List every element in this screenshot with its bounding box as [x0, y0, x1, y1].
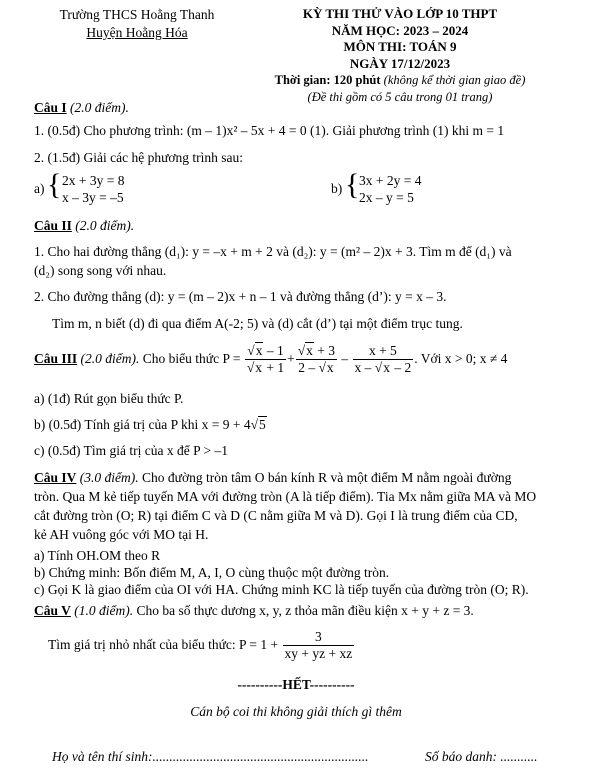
school-header — [52, 6, 222, 42]
end-marker: ----------HẾT---------- — [237, 677, 355, 692]
q1-b-eq1: 3x + 2y = 4 — [359, 173, 422, 188]
q4-part-b: b) Chứng minh: Bốn điểm M, A, I, O cùng thuộc một đường tròn. — [34, 565, 390, 580]
q3-heading: Câu III (2.0 điểm). Cho biểu thức P = $\frac{√x - 1}{√x + 1}$ + $\frac{√x + 3}{2 - √x}$ – $\frac{x + 5}{x - √x - 2}$ . Với x > 0; x ≠ 4 — [34, 343, 508, 376]
q3-part-a: a) (1đ) Rút gọn biểu thức P. — [34, 391, 184, 406]
q1-a-label: a) — [34, 181, 45, 196]
q1-b-brace: { — [345, 168, 360, 201]
exam-title: KỲ THI THỬ VÀO LỚP 10 THPT — [302, 6, 498, 21]
q2-heading: Câu II (2.0 điểm). — [34, 218, 135, 233]
district-name: Huyện Hoằng Hóa — [86, 25, 188, 40]
exam-header — [255, 6, 545, 105]
q1-b-eq2: 2x – y = 5 — [359, 190, 414, 205]
proctor-note: Cán bộ coi thi không giải thích gì thêm — [190, 704, 402, 719]
q2-part3: Tìm m, n biết (d) đi qua điểm A(-2; 5) và (d) cắt (d’) tại một điểm trục tung. — [52, 316, 463, 331]
q1-part2: 2. (1.5đ) Giải các hệ phương trình sau: — [34, 150, 244, 165]
school-year: NĂM HỌC: 2023 – 2024 — [331, 22, 469, 38]
q3-part-b: b) (0.5đ) Tính giá trị của P khi x = 9 + 4√5 — [34, 417, 266, 432]
q1-a-eq2: x – 3y = –5 — [62, 190, 124, 205]
q4-part-a: a) Tính OH.OM theo R — [34, 548, 161, 563]
q3-part-c: c) (0.5đ) Tìm giá trị của x để P > –1 — [34, 443, 228, 458]
q3-fraction-2: $\frac{√x + 3}{2 - √x}$ — [297, 343, 336, 376]
q4-line1: Câu IV (3.0 điểm). Cho đường tròn tâm O bán kính R và một điểm M nằm ngoài đường — [34, 470, 512, 485]
q4-line2: tròn. Qua M kẻ tiếp tuyến MA với đường tròn (A là tiếp điểm). Tia Mx nằm giữa MA và MO — [34, 489, 537, 504]
q2-part2: 2. Cho đường thẳng (d): y = (m – 2)x + n – 1 và đường thẳng (d’): y = x – 3. — [34, 289, 447, 304]
q2-part1-line1: 1. Cho hai đường thẳng (d₁): y = –x + m + 2 và (d₂): y = (m² – 2)x + 3. Tìm m để (d₁) và — [34, 244, 512, 259]
exam-time: Thời gian: 120 phút (không kể thời gian giao đề) — [274, 73, 526, 87]
q1-heading: Câu I (2.0 điểm). — [34, 100, 129, 115]
q4-part-c: c) Gọi K là giao điểm của OI với HA. Chứng minh KC là tiếp tuyến của đường tròn (O; R). — [34, 582, 529, 597]
q3-fraction-3: $\frac{x + 5}{x - √x - 2}$ — [354, 343, 412, 376]
q5-line1: Câu V (1.0 điểm). Cho ba số thực dương x, y, z thỏa mãn điều kiện x + y + z = 3. — [34, 603, 474, 618]
q5-fraction: $\frac{3}{xy + yz + xz}$ — [284, 629, 353, 662]
q2-part1-line2: (d₂) song song với nhau. — [34, 263, 167, 278]
q1-a-brace: { — [47, 168, 62, 201]
q4-line3: cắt đường tròn (O; R) tại điểm C và D (C nằm giữa M và D). Gọi I là trung điểm của CD, — [34, 508, 518, 523]
q1-b-label: b) — [331, 181, 343, 196]
candidate-id-field: Số báo danh: ........... — [425, 749, 538, 764]
pages-note: (Đề thi gồm có 5 câu trong 01 trang) — [307, 89, 493, 104]
q5-line2: Tìm giá trị nhỏ nhất của biểu thức: P = 1 + $\frac{3}{xy + yz + xz}$ — [48, 629, 353, 662]
q1-part1: 1. (0.5đ) Cho phương trình: (m – 1)x² – 5x + 4 = 0 (1). Giải phương trình (1) khi m = 1 — [34, 123, 505, 138]
exam-date: NGÀY 17/12/2023 — [349, 55, 451, 71]
q1-a-eq1: 2x + 3y = 8 — [62, 173, 125, 188]
school-name: Trường THCS Hoằng Thanh — [59, 7, 215, 22]
candidate-name-field: Họ và tên thí sinh:................................................................ — [52, 749, 369, 764]
q3-fraction-1: $\frac{√x - 1}{√x + 1}$ — [246, 343, 285, 376]
subject: MÔN THI: TOÁN 9 — [343, 39, 457, 54]
q4-line4: kẻ AH vuông góc với MO tại H. — [34, 527, 209, 542]
